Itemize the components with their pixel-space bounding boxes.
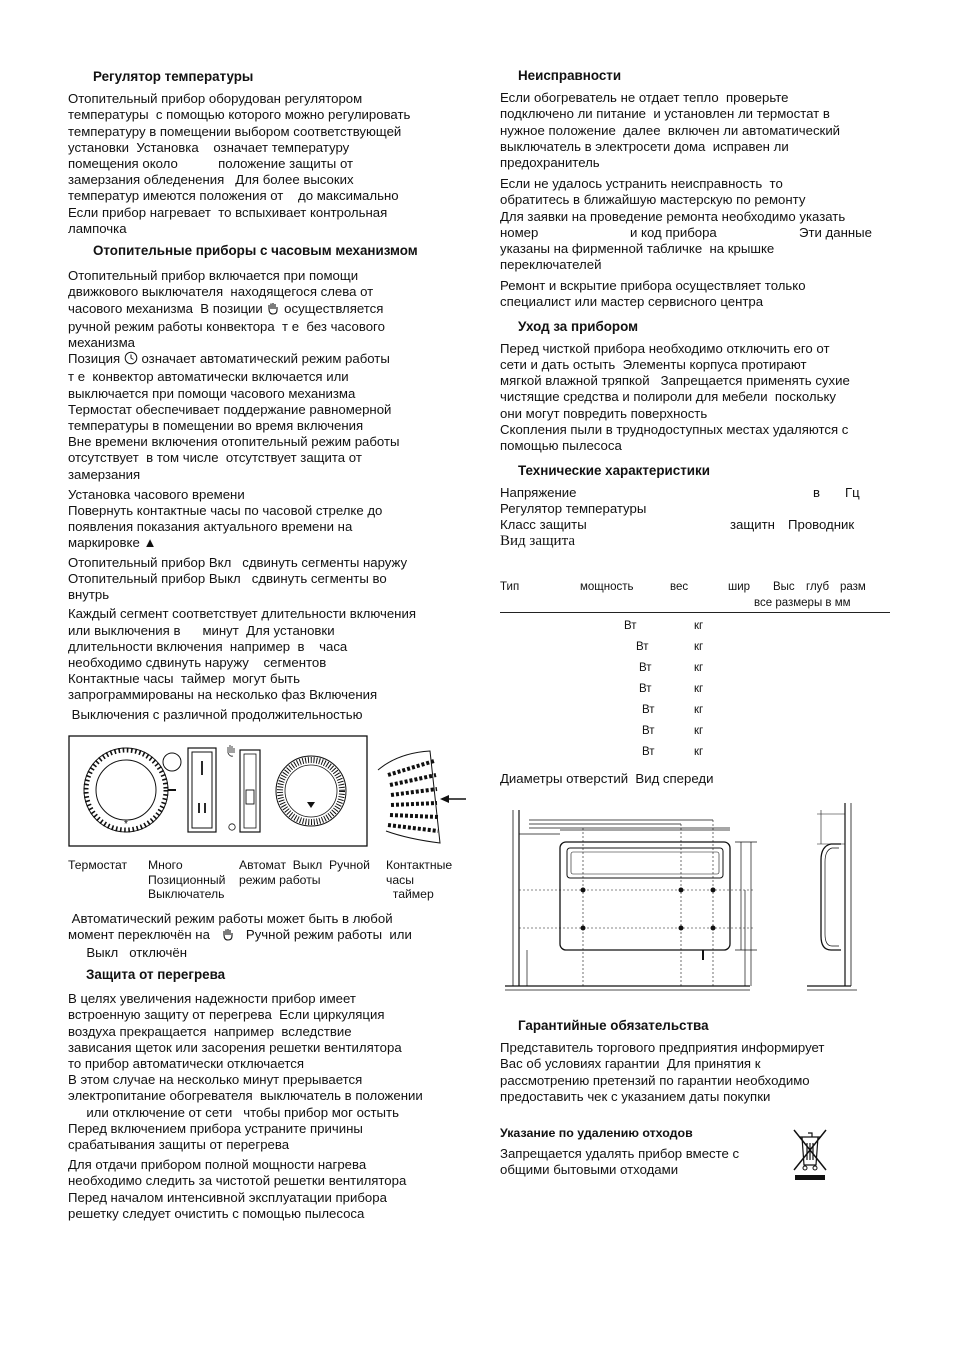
row-power-unit: Вт — [624, 620, 637, 632]
text-line: Отопительный прибор оборудован регулятором — [68, 91, 363, 107]
multiposition-switch-icon — [188, 748, 216, 832]
text-line: замерзания — [68, 466, 141, 482]
text-line: они могут повредить поверхность — [500, 405, 708, 421]
table-row — [500, 741, 890, 762]
clock-heaters-p1-line3: часового механизма В позиции осуществляется — [68, 301, 468, 319]
specs-heading: Технические характеристики — [518, 463, 710, 479]
clock-heaters-p1 — [68, 268, 468, 300]
text-line: Вас об условиях гарантии Для принятия к — [500, 1056, 761, 1072]
text-line: Ремонт и вскрытие прибора осуществляет только — [500, 278, 806, 294]
text-line: механизма — [68, 335, 135, 351]
text-line: Вне времени включения отопительный режим работы — [68, 434, 400, 450]
text-line: или отключение от сети чтобы прибор мог остыть — [68, 1104, 399, 1120]
text-line: Если не удалось устранить неисправность то — [500, 176, 783, 192]
svg-text:*: * — [124, 819, 128, 830]
text-line: температуру в помещении выбором соответствующей — [68, 123, 402, 139]
text-line: замерзания обледенения Для более высоких — [68, 172, 354, 188]
overheat-p1 — [68, 991, 468, 1153]
auto-mode-note — [68, 911, 468, 962]
text-line: Для отдачи прибором полной мощности нагрева — [68, 1157, 367, 1173]
text-line: ручной режим работы конвектора т е без часового — [68, 318, 385, 334]
hand-icon — [266, 301, 280, 319]
text-line: Отопительный прибор Вкл сдвинуть сегменты наружу — [68, 554, 408, 570]
warranty-section — [500, 1018, 900, 1105]
auto-note-line3: Выкл отключён — [68, 945, 187, 961]
text-line: лампочка — [68, 220, 127, 236]
clock-heaters-heading: Отопительные приборы с часовым механизмом — [93, 243, 418, 259]
text-line: необходимо следить за чистотой решетки вентилятора — [68, 1173, 407, 1189]
caption-auto-mode: Автомат Выкл Ручной режим работы — [239, 858, 370, 887]
right-column — [500, 66, 900, 551]
table-row — [500, 678, 890, 699]
text-line: длительности включения например в часа — [68, 638, 348, 654]
auto-note-line2: момент переключён на Ручной режим работы или — [68, 927, 468, 945]
spec-protection-view: Вид защита — [500, 533, 575, 550]
auto-note-line1: Автоматический режим работы может быть в любой — [68, 911, 393, 926]
disposal-section — [500, 1125, 800, 1179]
text-line: внутрь — [68, 587, 110, 603]
text-line: т е конвектор автоматически включается или — [68, 369, 349, 385]
text-line: Представитель торгового предприятия информирует — [500, 1040, 825, 1056]
row-power-unit: Вт — [636, 641, 649, 653]
text-line: обратитесь в ближайшую мастерскую по ремонту — [500, 192, 806, 208]
holes-caption: Диаметры отверстий Вид спереди — [500, 771, 714, 786]
mode-slider-icon — [228, 745, 260, 832]
caption-timer: Контактные часы таймер — [386, 858, 453, 901]
text-line: мягкой влажной тряпкой Запрещается применять сухие — [500, 373, 850, 389]
text-line: чистящие средства и полироли для мебели поскольку — [500, 389, 837, 405]
clock-icon — [124, 351, 138, 369]
text-line: Перед началом интенсивной эксплуатации прибора — [68, 1189, 387, 1205]
text-line: температуры с помощью которого можно регулировать — [68, 107, 411, 123]
hand-icon — [221, 927, 235, 945]
caption-switch: Много Позиционный Выключатель — [148, 858, 226, 901]
faults-p1 — [500, 90, 900, 171]
text-line: электропитание обогревателя выключатель в положении — [68, 1088, 423, 1104]
text-line: предоставить чек с указанием даты покупки — [500, 1088, 771, 1104]
row-power-unit: Вт — [639, 662, 652, 674]
table-row — [500, 699, 890, 720]
text-line: В целях увеличения надежности прибор имеет — [68, 991, 356, 1007]
disposal-text — [500, 1146, 800, 1178]
text-line: зависания щеток или засорения решетки вентилятора — [68, 1039, 402, 1055]
overheat-p2 — [68, 1157, 468, 1222]
types-table-header: Тип мощность вес шир Выс глуб разм все размеры в мм — [500, 579, 890, 613]
text-line: запрограммированы на несколько фаз Включения — [68, 687, 378, 703]
warranty-heading: Гарантийные обязательства — [518, 1018, 709, 1033]
text-line: установки Установка означает температуру — [68, 139, 350, 155]
overheat-section — [68, 967, 468, 1222]
text-line: Перед включением прибора устраните причины — [68, 1120, 363, 1136]
row-power-unit: Вт — [639, 683, 652, 695]
text-line: сети и дать остыть Элементы корпуса протирают — [500, 357, 807, 373]
text-line: воздуха прекращается например вследствие — [68, 1023, 352, 1039]
spec-voltage: Напряжение в Гц — [500, 485, 860, 501]
row-weight-unit: кг — [694, 662, 704, 674]
row-weight-unit: кг — [694, 725, 704, 737]
faults-p2 — [500, 176, 900, 225]
text-line: появления показания актуального времени на — [68, 519, 353, 535]
table-row — [500, 615, 890, 636]
clock-heaters-p1-rest — [68, 319, 468, 351]
side-view-icon — [807, 803, 857, 990]
text-line: предохранитель — [500, 155, 600, 171]
text-line: Установка часового времени — [68, 486, 245, 502]
text-line: подключено ли питание и установлен ли термостат в — [500, 106, 830, 122]
text-line: общими бытовыми отходами — [500, 1162, 679, 1178]
text-line: помещения около положение защиты от — [68, 156, 354, 172]
left-column — [68, 66, 468, 723]
overheat-heading: Защита от перегрева — [86, 967, 226, 982]
temp-regulator-text — [68, 91, 468, 237]
types-table-body — [500, 613, 890, 762]
care-text — [500, 341, 900, 454]
types-table — [500, 579, 890, 762]
clock-heaters-p2-line1: Позиция означает автоматический режим работы — [68, 351, 468, 369]
warranty-text — [500, 1040, 900, 1105]
caption-thermostat: Термостат — [68, 858, 128, 872]
text-line: выключается при помощи часового механизма — [68, 385, 356, 401]
text-line: специалист или мастер сервисного центра — [500, 294, 764, 310]
text-line: Для заявки на проведение ремонта необходимо указать — [500, 208, 846, 224]
text-line: Перед чисткой прибора необходимо отключить его от — [500, 340, 830, 356]
text-line: отсутствует в том числе отсутствует защита от — [68, 450, 362, 466]
text-line: маркировке ▲ — [68, 535, 157, 551]
text-line: Повернуть контактные часы по часовой стрелке до — [68, 503, 383, 519]
faults-p2-rest — [500, 241, 900, 273]
text-line: нужное положение далее включен ли автоматический — [500, 122, 841, 138]
text-line: Контактные часы таймер могут быть — [68, 671, 300, 687]
clock-segments-onoff — [68, 555, 468, 604]
clock-heaters-p2-rest — [68, 369, 468, 482]
text-line: температуры в помещении во время включения — [68, 418, 364, 434]
text-line: встроенную защиту от перегрева Если циркуляция — [68, 1007, 385, 1023]
temp-regulator-heading: Регулятор температуры — [93, 69, 254, 84]
thermostat-dial-icon — [84, 748, 168, 832]
text-line: выключатель в электросети дома исправен ли — [500, 138, 789, 154]
text-line: Термостат обеспечивает поддержание равномерной — [68, 401, 392, 417]
text-line: помощью пылесоса — [500, 438, 622, 454]
timer-dial-icon — [276, 756, 346, 826]
spec-regulator: Регулятор температуры — [500, 501, 647, 517]
text-line: Если обогреватель не отдает тепло проверьте — [500, 90, 789, 106]
dimension-drawing — [505, 800, 865, 992]
text-line: необходимо сдвинуть наружу сегментов — [68, 654, 327, 670]
row-weight-unit: кг — [694, 641, 704, 653]
text-line: то прибор автоматически отключается — [68, 1056, 305, 1072]
row-power-unit: Вт — [642, 704, 655, 716]
control-panel-illustration — [68, 735, 468, 850]
crossed-bin-icon — [790, 1126, 830, 1182]
text-line: В этом случае на несколько минут прерывается — [68, 1072, 363, 1088]
text-line: Скопления пыли в труднодоступных местах удаляются с — [500, 421, 849, 437]
row-weight-unit: кг — [694, 683, 704, 695]
text-line: Отопительный прибор включается при помощи — [68, 268, 359, 284]
text-line: переключателей — [500, 257, 602, 273]
text-line: Отопительный прибор Выкл сдвинуть сегменты во — [68, 570, 387, 586]
text-line: движкового выключателя находящегося слева от — [68, 284, 374, 300]
text-line: Если прибор нагревает то вспыхивает контрольная — [68, 204, 388, 220]
text-line: рассмотрению претензий по гарантии необходимо — [500, 1072, 810, 1088]
spec-protection-class: Класс защиты защитн Проводник — [500, 517, 855, 533]
row-power-unit: Вт — [642, 725, 655, 737]
text-line: указаны на фирменной табличке на крышке — [500, 240, 775, 256]
table-row — [500, 636, 890, 657]
faults-p2-line4: номер и код прибора Эти данные — [500, 224, 872, 240]
clock-time-setting — [68, 487, 468, 552]
clock-segments-phases: Выключения с различной продолжительностью — [68, 706, 363, 722]
table-row — [500, 657, 890, 678]
text-line: температур имеются положения от до максимально — [68, 188, 399, 204]
row-weight-unit: кг — [694, 746, 704, 758]
text-line: Каждый сегмент соответствует длительности включения — [68, 606, 416, 622]
text-line: или выключения в минут Для установки — [68, 622, 335, 638]
disposal-heading: Указание по удалению отходов — [500, 1126, 693, 1140]
table-row — [500, 720, 890, 741]
text-line: Запрещается удалять прибор вместе с — [500, 1146, 740, 1162]
row-weight-unit: кг — [694, 704, 704, 716]
timer-segments-closeup-icon — [378, 751, 466, 843]
faults-heading: Неисправности — [518, 68, 622, 83]
row-weight-unit: кг — [694, 620, 704, 632]
row-power-unit: Вт — [642, 746, 655, 758]
care-heading: Уход за прибором — [518, 318, 639, 334]
text-line: решетку следует очистить с помощью пылесоса — [68, 1205, 365, 1221]
faults-p3 — [500, 278, 900, 310]
text-line: срабатывания защиты от перегрева — [68, 1137, 290, 1153]
clock-segments-duration — [68, 606, 468, 703]
